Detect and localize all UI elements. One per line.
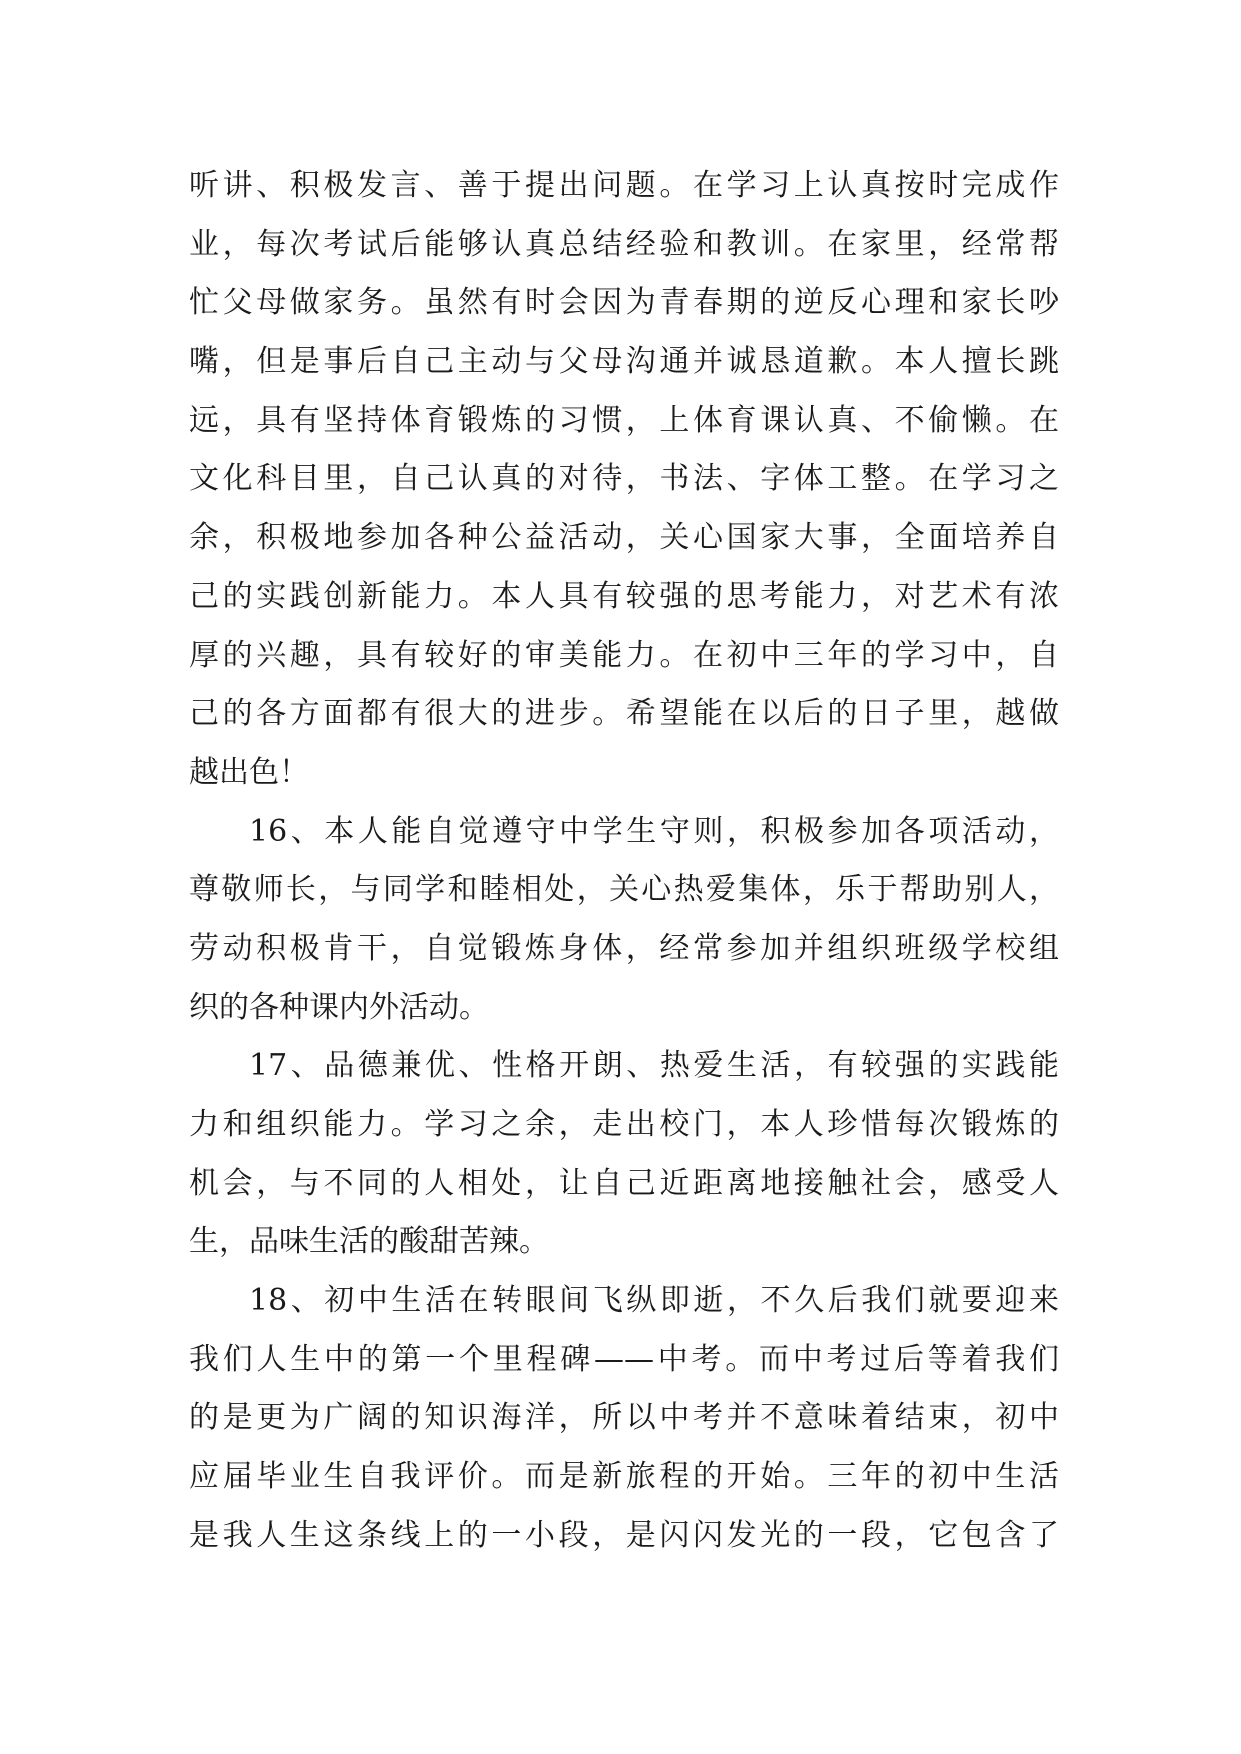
text-line: 的是更为广阔的知识海洋，所以中考并不意味着结束，初中 <box>189 1400 1059 1436</box>
paragraph-end-line: 越出色！ <box>189 754 309 790</box>
paragraph-end-line: 生，品味生活的酸甜苦辣。 <box>189 1224 549 1260</box>
text-line: 嘴，但是事后自己主动与父母沟通并诚恳道歉。本人擅长跳 <box>189 344 1059 380</box>
text-line: 远，具有坚持体育锻炼的习惯，上体育课认真、不偷懒。在 <box>189 402 1059 438</box>
text-line: 机会，与不同的人相处，让自己近距离地接触社会，感受人 <box>189 1165 1059 1201</box>
text-line: 忙父母做家务。虽然有时会因为青春期的逆反心理和家长吵 <box>189 285 1059 321</box>
text-line: 劳动积极肯干，自觉锻炼身体，经常参加并组织班级学校组 <box>189 930 1059 966</box>
text-line: 己的实践创新能力。本人具有较强的思考能力，对艺术有浓 <box>189 578 1059 614</box>
text-line: 余，积极地参加各种公益活动，关心国家大事，全面培养自 <box>189 520 1059 556</box>
text-line: 己的各方面都有很大的进步。希望能在以后的日子里，越做 <box>189 696 1059 732</box>
text-line: 尊敬师长，与同学和睦相处，关心热爱集体，乐于帮助别人， <box>189 872 1059 908</box>
paragraph-end-line: 织的各种课内外活动。 <box>189 989 489 1025</box>
text-line: 业，每次考试后能够认真总结经验和教训。在家里，经常帮 <box>189 226 1059 262</box>
text-line: 文化科目里，自己认真的对待，书法、字体工整。在学习之 <box>189 461 1059 497</box>
text-line: 厚的兴趣，具有较好的审美能力。在初中三年的学习中，自 <box>189 637 1059 673</box>
text-line: 我们人生中的第一个里程碑——中考。而中考过后等着我们 <box>189 1341 1059 1377</box>
text-line: 应届毕业生自我评价。而是新旅程的开始。三年的初中生活 <box>189 1459 1059 1495</box>
text-line: 是我人生这条线上的一小段，是闪闪发光的一段，它包含了 <box>189 1517 1059 1553</box>
text-line: 力和组织能力。学习之余，走出校门，本人珍惜每次锻炼的 <box>189 1107 1059 1142</box>
paragraph-16-first-line: 16、本人能自觉遵守中学生守则，积极参加各项活动， <box>249 813 1059 849</box>
document-body <box>189 157 1059 1566</box>
text-line: 听讲、积极发言、善于提出问题。在学习上认真按时完成作 <box>189 168 1059 203</box>
paragraph-18-first-line: 18、初中生活在转眼间飞纵即逝，不久后我们就要迎来 <box>249 1283 1059 1319</box>
paragraph-17-first-line: 17、品德兼优、性格开朗、热爱生活，有较强的实践能 <box>249 1048 1059 1084</box>
